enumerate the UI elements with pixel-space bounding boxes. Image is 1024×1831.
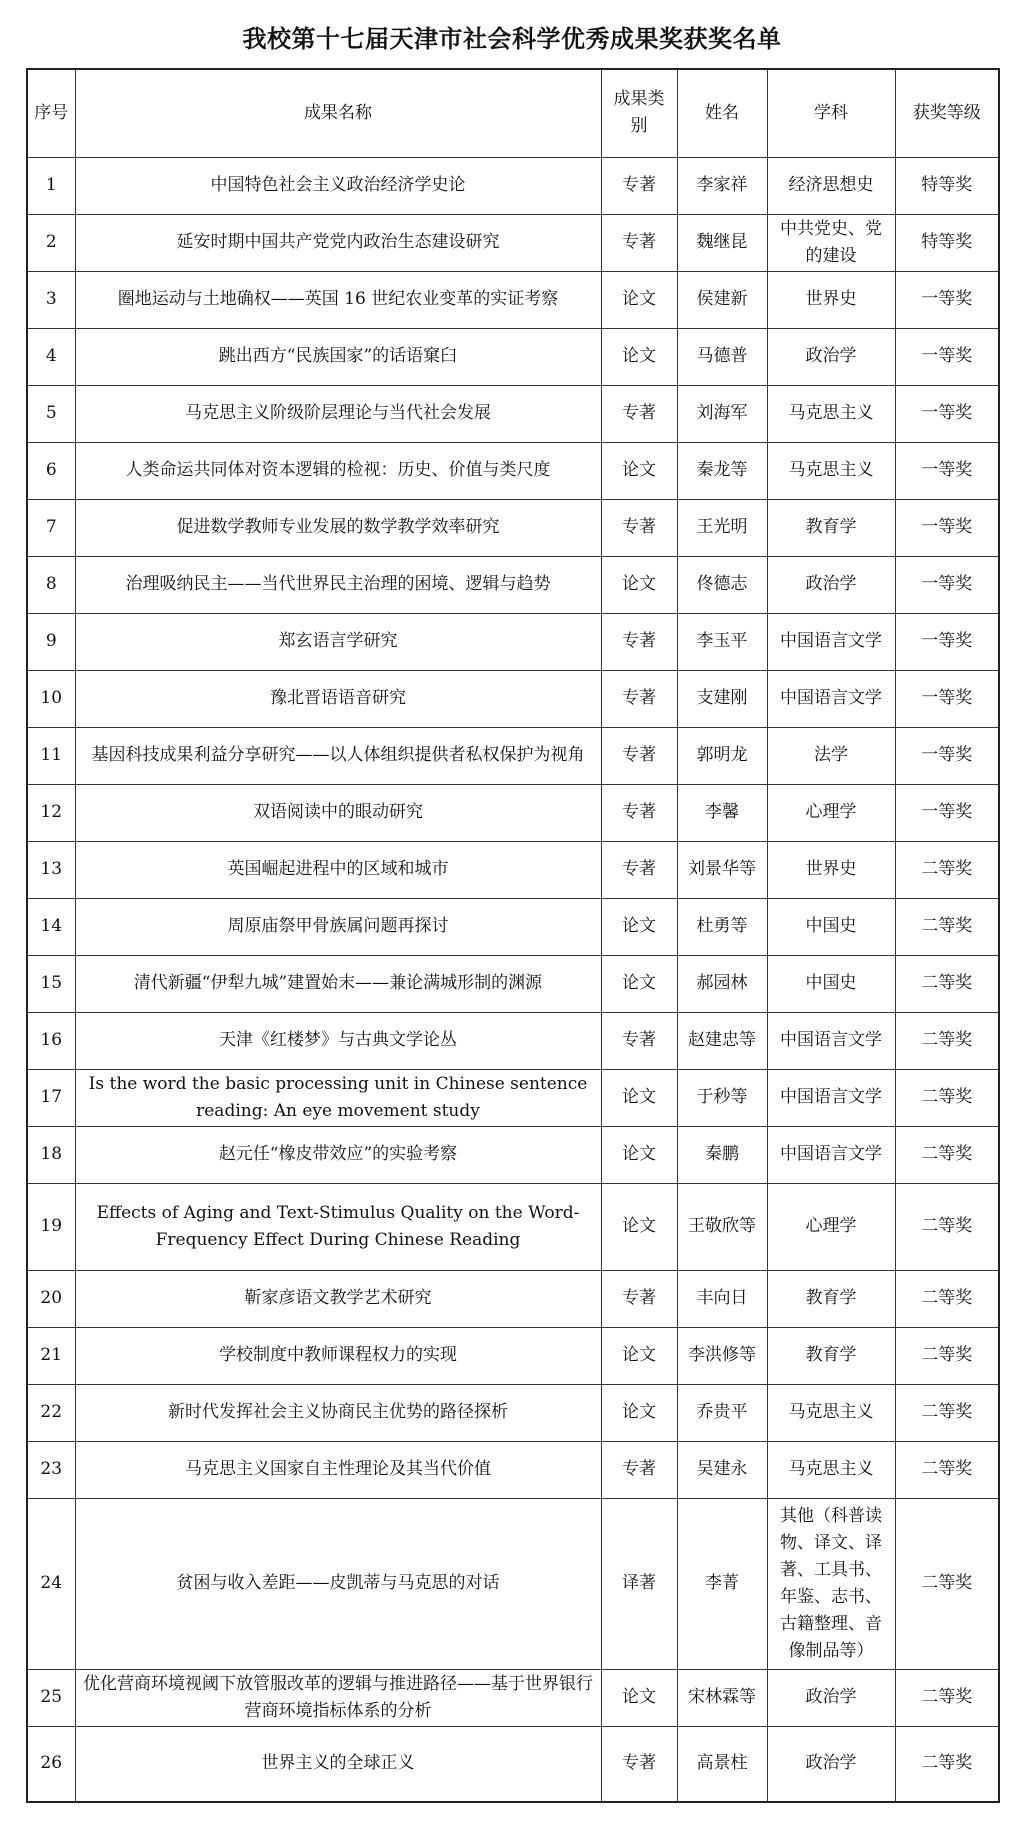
row-number: 25 bbox=[27, 1669, 75, 1726]
award-level: 一等奖 bbox=[895, 670, 999, 727]
award-title: 郑玄语言学研究 bbox=[75, 613, 601, 670]
award-title: 人类命运共同体对资本逻辑的检视：历史、价值与类尺度 bbox=[75, 442, 601, 499]
table-body bbox=[27, 157, 999, 1802]
award-title: 英国崛起进程中的区域和城市 bbox=[75, 841, 601, 898]
header-level: 获奖等级 bbox=[895, 69, 999, 157]
award-type: 专著 bbox=[601, 1726, 677, 1802]
award-type: 专著 bbox=[601, 841, 677, 898]
author-name: 丰向日 bbox=[677, 1270, 767, 1327]
table-row bbox=[27, 955, 999, 1012]
subject: 世界史 bbox=[767, 271, 895, 328]
table-row bbox=[27, 1183, 999, 1270]
row-number: 12 bbox=[27, 784, 75, 841]
subject: 法学 bbox=[767, 727, 895, 784]
award-type: 论文 bbox=[601, 1069, 677, 1126]
award-level: 特等奖 bbox=[895, 214, 999, 271]
subject: 教育学 bbox=[767, 499, 895, 556]
award-type: 论文 bbox=[601, 955, 677, 1012]
table-row bbox=[27, 328, 999, 385]
author-name: 乔贵平 bbox=[677, 1384, 767, 1441]
table-row bbox=[27, 1384, 999, 1441]
author-name: 侯建新 bbox=[677, 271, 767, 328]
award-title: 基因科技成果利益分享研究——以人体组织提供者私权保护为视角 bbox=[75, 727, 601, 784]
subject: 中国语言文学 bbox=[767, 613, 895, 670]
author-name: 赵建忠等 bbox=[677, 1012, 767, 1069]
award-title: 新时代发挥社会主义协商民主优势的路径探析 bbox=[75, 1384, 601, 1441]
table-row bbox=[27, 271, 999, 328]
author-name: 吴建永 bbox=[677, 1441, 767, 1498]
award-title: 治理吸纳民主——当代世界民主治理的困境、逻辑与趋势 bbox=[75, 556, 601, 613]
author-name: 高景柱 bbox=[677, 1726, 767, 1802]
award-level: 二等奖 bbox=[895, 1327, 999, 1384]
subject: 教育学 bbox=[767, 1327, 895, 1384]
author-name: 郭明龙 bbox=[677, 727, 767, 784]
subject: 世界史 bbox=[767, 841, 895, 898]
subject: 政治学 bbox=[767, 1669, 895, 1726]
author-name: 魏继昆 bbox=[677, 214, 767, 271]
author-name: 刘海军 bbox=[677, 385, 767, 442]
award-type: 论文 bbox=[601, 1126, 677, 1183]
award-level: 一等奖 bbox=[895, 499, 999, 556]
award-title: 天津《红楼梦》与古典文学论丛 bbox=[75, 1012, 601, 1069]
subject: 心理学 bbox=[767, 1183, 895, 1270]
subject: 中共党史、党的建设 bbox=[767, 214, 895, 271]
award-type: 专著 bbox=[601, 157, 677, 214]
award-level: 二等奖 bbox=[895, 1126, 999, 1183]
subject: 政治学 bbox=[767, 1726, 895, 1802]
row-number: 17 bbox=[27, 1069, 75, 1126]
author-name: 李家祥 bbox=[677, 157, 767, 214]
row-number: 5 bbox=[27, 385, 75, 442]
row-number: 11 bbox=[27, 727, 75, 784]
award-title: 周原庙祭甲骨族属问题再探讨 bbox=[75, 898, 601, 955]
row-number: 18 bbox=[27, 1126, 75, 1183]
table-row bbox=[27, 1270, 999, 1327]
award-level: 特等奖 bbox=[895, 157, 999, 214]
header-no: 序号 bbox=[27, 69, 75, 157]
award-type: 专著 bbox=[601, 385, 677, 442]
award-title: 清代新疆“伊犁九城”建置始末——兼论满城形制的渊源 bbox=[75, 955, 601, 1012]
subject: 中国语言文学 bbox=[767, 1069, 895, 1126]
author-name: 刘景华等 bbox=[677, 841, 767, 898]
subject: 中国史 bbox=[767, 955, 895, 1012]
header-type: 成果类别 bbox=[601, 69, 677, 157]
row-number: 7 bbox=[27, 499, 75, 556]
award-level: 二等奖 bbox=[895, 955, 999, 1012]
row-number: 16 bbox=[27, 1012, 75, 1069]
award-type: 译著 bbox=[601, 1498, 677, 1669]
author-name: 秦鹏 bbox=[677, 1126, 767, 1183]
award-level: 二等奖 bbox=[895, 1669, 999, 1726]
row-number: 2 bbox=[27, 214, 75, 271]
award-type: 专著 bbox=[601, 727, 677, 784]
award-title: 世界主义的全球正义 bbox=[75, 1726, 601, 1802]
award-title: 跳出西方“民族国家”的话语窠臼 bbox=[75, 328, 601, 385]
author-name: 杜勇等 bbox=[677, 898, 767, 955]
table-header-row bbox=[27, 69, 999, 157]
award-title: 学校制度中教师课程权力的实现 bbox=[75, 1327, 601, 1384]
award-level: 一等奖 bbox=[895, 784, 999, 841]
author-name: 支建刚 bbox=[677, 670, 767, 727]
award-type: 论文 bbox=[601, 556, 677, 613]
row-number: 13 bbox=[27, 841, 75, 898]
award-level: 二等奖 bbox=[895, 1498, 999, 1669]
award-level: 一等奖 bbox=[895, 613, 999, 670]
award-type: 论文 bbox=[601, 442, 677, 499]
award-type: 论文 bbox=[601, 328, 677, 385]
author-name: 佟德志 bbox=[677, 556, 767, 613]
row-number: 3 bbox=[27, 271, 75, 328]
subject: 政治学 bbox=[767, 556, 895, 613]
award-title: 贫困与收入差距——皮凯蒂与马克思的对话 bbox=[75, 1498, 601, 1669]
row-number: 4 bbox=[27, 328, 75, 385]
subject: 马克思主义 bbox=[767, 442, 895, 499]
award-title: 双语阅读中的眼动研究 bbox=[75, 784, 601, 841]
subject: 马克思主义 bbox=[767, 1384, 895, 1441]
author-name: 马德普 bbox=[677, 328, 767, 385]
award-title: 马克思主义阶级阶层理论与当代社会发展 bbox=[75, 385, 601, 442]
row-number: 8 bbox=[27, 556, 75, 613]
row-number: 15 bbox=[27, 955, 75, 1012]
row-number: 1 bbox=[27, 157, 75, 214]
award-title: Effects of Aging and Text-Stimulus Quality on the Word-Frequency Effect During Chinese Reading bbox=[75, 1183, 601, 1270]
award-title: 优化营商环境视阈下放管服改革的逻辑与推进路径——基于世界银行营商环境指标体系的分析 bbox=[75, 1669, 601, 1726]
award-title: 豫北晋语语音研究 bbox=[75, 670, 601, 727]
table-row bbox=[27, 1126, 999, 1183]
row-number: 6 bbox=[27, 442, 75, 499]
header-subject: 学科 bbox=[767, 69, 895, 157]
row-number: 19 bbox=[27, 1183, 75, 1270]
row-number: 24 bbox=[27, 1498, 75, 1669]
award-level: 二等奖 bbox=[895, 898, 999, 955]
award-level: 二等奖 bbox=[895, 1384, 999, 1441]
award-level: 一等奖 bbox=[895, 727, 999, 784]
award-level: 二等奖 bbox=[895, 1441, 999, 1498]
table-row bbox=[27, 214, 999, 271]
row-number: 10 bbox=[27, 670, 75, 727]
award-type: 论文 bbox=[601, 898, 677, 955]
award-type: 论文 bbox=[601, 1384, 677, 1441]
table-row bbox=[27, 1069, 999, 1126]
award-level: 一等奖 bbox=[895, 328, 999, 385]
row-number: 9 bbox=[27, 613, 75, 670]
table-row bbox=[27, 1012, 999, 1069]
author-name: 郝园林 bbox=[677, 955, 767, 1012]
award-type: 专著 bbox=[601, 1270, 677, 1327]
table-row bbox=[27, 499, 999, 556]
award-title: 促进数学教师专业发展的数学教学效率研究 bbox=[75, 499, 601, 556]
table-row bbox=[27, 784, 999, 841]
subject: 马克思主义 bbox=[767, 1441, 895, 1498]
row-number: 23 bbox=[27, 1441, 75, 1498]
award-level: 二等奖 bbox=[895, 841, 999, 898]
subject: 经济思想史 bbox=[767, 157, 895, 214]
row-number: 14 bbox=[27, 898, 75, 955]
award-type: 论文 bbox=[601, 271, 677, 328]
subject: 其他（科普读物、译文、译著、工具书、年鉴、志书、古籍整理、音像制品等） bbox=[767, 1498, 895, 1669]
author-name: 秦龙等 bbox=[677, 442, 767, 499]
author-name: 宋林霖等 bbox=[677, 1669, 767, 1726]
table-row bbox=[27, 841, 999, 898]
table-row bbox=[27, 556, 999, 613]
award-level: 二等奖 bbox=[895, 1069, 999, 1126]
table-row bbox=[27, 442, 999, 499]
awards-table bbox=[26, 68, 1000, 1803]
table-row bbox=[27, 385, 999, 442]
table-row bbox=[27, 670, 999, 727]
row-number: 22 bbox=[27, 1384, 75, 1441]
award-title: 马克思主义国家自主性理论及其当代价值 bbox=[75, 1441, 601, 1498]
table-row bbox=[27, 1441, 999, 1498]
subject: 中国语言文学 bbox=[767, 670, 895, 727]
author-name: 李馨 bbox=[677, 784, 767, 841]
award-title: 延安时期中国共产党党内政治生态建设研究 bbox=[75, 214, 601, 271]
row-number: 21 bbox=[27, 1327, 75, 1384]
table-row bbox=[27, 613, 999, 670]
header-author: 姓名 bbox=[677, 69, 767, 157]
author-name: 王光明 bbox=[677, 499, 767, 556]
table-row bbox=[27, 898, 999, 955]
award-level: 一等奖 bbox=[895, 556, 999, 613]
subject: 政治学 bbox=[767, 328, 895, 385]
award-type: 专著 bbox=[601, 1012, 677, 1069]
table-row bbox=[27, 1327, 999, 1384]
subject: 中国语言文学 bbox=[767, 1012, 895, 1069]
subject: 教育学 bbox=[767, 1270, 895, 1327]
award-type: 论文 bbox=[601, 1669, 677, 1726]
author-name: 王敬欣等 bbox=[677, 1183, 767, 1270]
award-type: 专著 bbox=[601, 613, 677, 670]
award-title: 圈地运动与土地确权——英国 16 世纪农业变革的实证考察 bbox=[75, 271, 601, 328]
award-title: 靳家彦语文教学艺术研究 bbox=[75, 1270, 601, 1327]
subject: 马克思主义 bbox=[767, 385, 895, 442]
table-row bbox=[27, 1669, 999, 1726]
award-type: 专著 bbox=[601, 670, 677, 727]
author-name: 于秒等 bbox=[677, 1069, 767, 1126]
author-name: 李洪修等 bbox=[677, 1327, 767, 1384]
author-name: 李菁 bbox=[677, 1498, 767, 1669]
award-type: 专著 bbox=[601, 214, 677, 271]
subject: 中国语言文学 bbox=[767, 1126, 895, 1183]
award-level: 一等奖 bbox=[895, 442, 999, 499]
subject: 心理学 bbox=[767, 784, 895, 841]
award-level: 一等奖 bbox=[895, 385, 999, 442]
award-title: 赵元任“橡皮带效应”的实验考察 bbox=[75, 1126, 601, 1183]
table-row bbox=[27, 1498, 999, 1669]
award-type: 专著 bbox=[601, 784, 677, 841]
author-name: 李玉平 bbox=[677, 613, 767, 670]
award-type: 专著 bbox=[601, 499, 677, 556]
table-row bbox=[27, 1726, 999, 1802]
award-title: 中国特色社会主义政治经济学史论 bbox=[75, 157, 601, 214]
award-level: 二等奖 bbox=[895, 1183, 999, 1270]
award-title: Is the word the basic processing unit in Chinese sentence reading: An eye movement study bbox=[75, 1069, 601, 1126]
award-level: 二等奖 bbox=[895, 1012, 999, 1069]
award-type: 专著 bbox=[601, 1441, 677, 1498]
subject: 中国史 bbox=[767, 898, 895, 955]
award-type: 论文 bbox=[601, 1327, 677, 1384]
table-row bbox=[27, 157, 999, 214]
award-level: 一等奖 bbox=[895, 271, 999, 328]
award-level: 二等奖 bbox=[895, 1726, 999, 1802]
award-type: 论文 bbox=[601, 1183, 677, 1270]
row-number: 26 bbox=[27, 1726, 75, 1802]
header-title: 成果名称 bbox=[75, 69, 601, 157]
page-title: 我校第十七届天津市社会科学优秀成果奖获奖名单 bbox=[242, 25, 782, 53]
award-level: 二等奖 bbox=[895, 1270, 999, 1327]
table-row bbox=[27, 727, 999, 784]
row-number: 20 bbox=[27, 1270, 75, 1327]
